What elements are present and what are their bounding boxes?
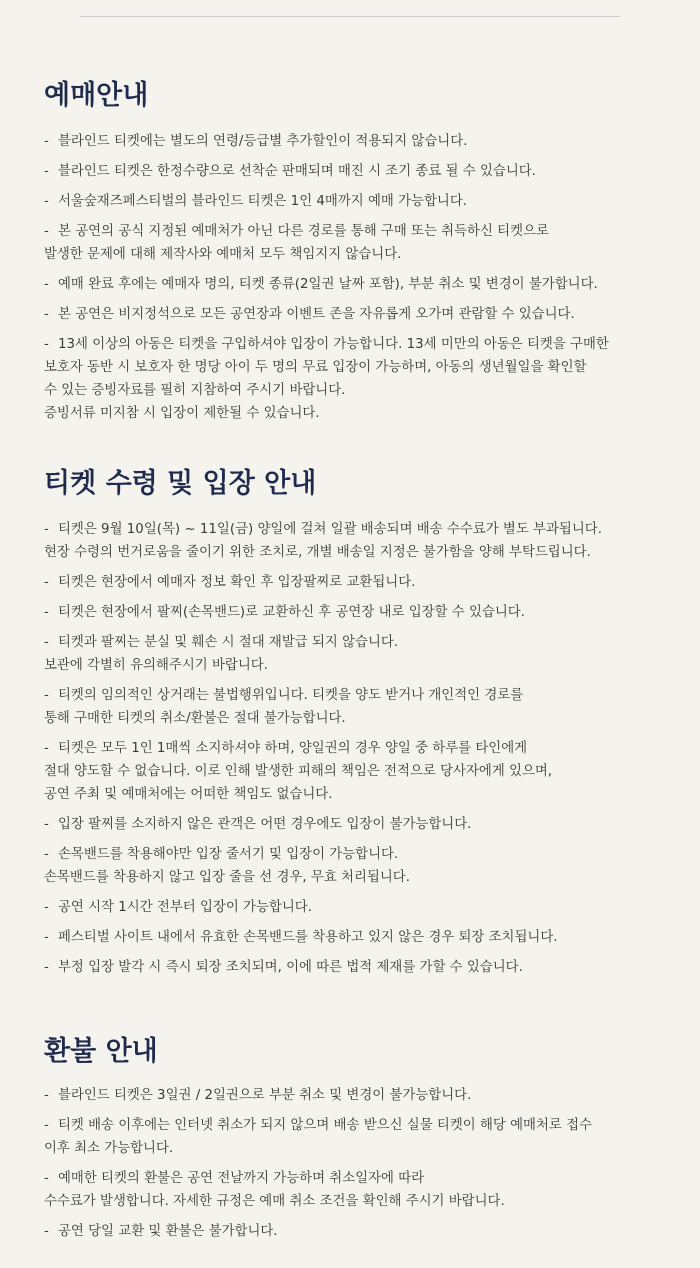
notice-item: [44, 737, 684, 806]
bullet-dash: -: [44, 960, 49, 975]
bullet-dash: -: [44, 337, 49, 352]
notice-text-line: 블라인드 티켓은 한정수량으로 선착순 판매되며 매진 시 조기 종료 될 수 있습니다.: [58, 164, 536, 179]
notice-text-line: 증빙서류 미지참 시 입장이 제한될 수 있습니다.: [44, 406, 320, 421]
bullet-dash: -: [44, 635, 49, 650]
top-divider: [80, 16, 620, 17]
notice-item: [44, 926, 684, 949]
bullet-dash: -: [44, 847, 49, 862]
notice-text-line: 티켓과 팔찌는 분실 및 훼손 시 절대 재발급 되지 않습니다.: [58, 635, 399, 650]
bullet-dash: -: [44, 134, 49, 149]
bullet-dash: -: [44, 575, 49, 590]
notice-text-line: 티켓은 모두 1인 1매씩 소지하셔야 하며, 양일권의 경우 양일 중 하루를 타인에게: [58, 741, 528, 756]
bullet-dash: -: [44, 522, 49, 537]
bullet-dash: -: [44, 817, 49, 832]
notice-item: [44, 1084, 684, 1107]
section-title: 환불 안내: [44, 1036, 158, 1067]
notice-text-line: 현장 수령의 번거로움을 줄이기 위한 조치로, 개별 배송일 지정은 불가함을 양해 부탁드립니다.: [44, 545, 591, 560]
notice-text-line: 입장 팔찌를 소지하지 않은 관객은 어떤 경우에도 입장이 불가능합니다.: [58, 817, 472, 832]
bullet-dash: -: [44, 930, 49, 945]
notice-text-line: 통해 구매한 티켓의 취소/환불은 절대 불가능합니다.: [44, 711, 346, 726]
notice-text-line: 절대 양도할 수 없습니다. 이로 인해 발생한 피해의 책임은 전적으로 당사자에게 있으며,: [44, 764, 553, 779]
notice-item: [44, 130, 684, 153]
section-ticket-pickup-entry: [44, 466, 684, 986]
notice-item: [44, 956, 684, 979]
notice-text-line: 예매 완료 후에는 예매자 명의, 티켓 종류(2일권 날짜 포함), 부분 취소 및 변경이 불가합니다.: [58, 277, 598, 292]
bullet-dash: -: [44, 1171, 49, 1186]
notice-text-line: 공연 당일 교환 및 환불은 불가합니다.: [58, 1224, 278, 1239]
notice-text-line: 보호자 동반 시 보호자 한 명당 아이 두 명의 무료 입장이 가능하며, 아동의 생년월일을 확인할: [44, 360, 587, 375]
notice-text-line: 이후 최소 가능합니다.: [44, 1141, 174, 1156]
bullet-dash: -: [44, 194, 49, 209]
notice-item: [44, 1220, 684, 1243]
notice-item: [44, 303, 684, 326]
notice-list: [44, 1084, 684, 1243]
section-refund-info: [44, 1034, 684, 1250]
bullet-dash: -: [44, 1224, 49, 1239]
notice-item: [44, 518, 684, 564]
notice-text-line: 부정 입장 발각 시 즉시 퇴장 조치되며, 이에 따른 법적 제재를 가할 수 있습니다.: [58, 960, 523, 975]
notice-item: [44, 684, 684, 730]
notice-item: [44, 571, 684, 594]
notice-text-line: 공연 시작 1시간 전부터 입장이 가능합니다.: [58, 900, 312, 915]
notice-text-line: 티켓의 임의적인 상거래는 불법행위입니다. 티켓을 양도 받거나 개인적인 경로를: [58, 688, 524, 703]
notice-text-line: 티켓은 현장에서 팔찌(손목밴드)로 교환하신 후 공연장 내로 입장할 수 있습니다.: [58, 605, 525, 620]
notice-text-line: 페스티벌 사이트 내에서 유효한 손목밴드를 착용하고 있지 않은 경우 퇴장 조치됩니다.: [58, 930, 558, 945]
notice-item: [44, 1167, 684, 1213]
notice-text-line: 공연 주최 및 예매처에는 어떠한 책임도 없습니다.: [44, 787, 333, 802]
notice-text-line: 수수료가 발생합니다. 자세한 규정은 예매 취소 조건을 확인해 주시기 바랍니다.: [44, 1194, 505, 1209]
notice-text-line: 발생한 문제에 대해 제작사와 예매처 모두 책임지지 않습니다.: [44, 247, 402, 262]
notice-text-line: 보관에 각별히 유의해주시기 바랍니다.: [44, 658, 268, 673]
notice-item: [44, 333, 684, 425]
notice-text-line: 손목밴드를 착용해야만 입장 줄서기 및 입장이 가능합니다.: [58, 847, 399, 862]
notice-item: [44, 1114, 684, 1160]
notice-item: [44, 160, 684, 183]
notice-list: [44, 518, 684, 979]
notice-item: [44, 190, 684, 213]
bullet-dash: -: [44, 605, 49, 620]
notice-text-line: 예매한 티켓의 환불은 공연 전날까지 가능하며 취소일자에 따라: [58, 1171, 425, 1186]
notice-text-line: 서울숲재즈페스티벌의 블라인드 티켓은 1인 4매까지 예매 가능합니다.: [58, 194, 468, 209]
notice-text-line: 본 공연의 공식 지정된 예매처가 아닌 다른 경로를 통해 구매 또는 취득하신 티켓으로: [58, 224, 549, 239]
notice-item: [44, 601, 684, 624]
bullet-dash: -: [44, 741, 49, 756]
notice-item: [44, 843, 684, 889]
bullet-dash: -: [44, 307, 49, 322]
notice-item: [44, 631, 684, 677]
notice-text-line: 티켓은 9월 10일(목) ~ 11일(금) 양일에 걸쳐 일괄 배송되며 배송 수수료가 별도 부과됩니다.: [58, 522, 602, 537]
bullet-dash: -: [44, 277, 49, 292]
notice-text-line: 손목밴드를 착용하지 않고 입장 줄을 선 경우, 무효 처리됩니다.: [44, 870, 410, 885]
bullet-dash: -: [44, 688, 49, 703]
bullet-dash: -: [44, 224, 49, 239]
notice-text-line: 수 있는 증빙자료를 필히 지참하여 주시기 바랍니다.: [44, 383, 346, 398]
bullet-dash: -: [44, 1118, 49, 1133]
notice-text-line: 블라인드 티켓에는 별도의 연령/등급별 추가할인이 적용되지 않습니다.: [58, 134, 468, 149]
notice-text-line: 티켓은 현장에서 예매자 정보 확인 후 입장팔찌로 교환됩니다.: [58, 575, 416, 590]
notice-item: [44, 813, 684, 836]
notice-text-line: 본 공연은 비지정석으로 모든 공연장과 이벤트 존을 자유롭게 오가며 관람할 수 있습니다.: [58, 307, 575, 322]
notice-item: [44, 896, 684, 919]
notice-text-line: 티켓 배송 이후에는 인터넷 취소가 되지 않으며 배송 받으신 실물 티켓이 해당 예매처로 접수: [58, 1118, 592, 1133]
notice-item: [44, 220, 684, 266]
section-title: 예매안내: [44, 80, 149, 111]
notice-list: [44, 130, 684, 425]
section-booking-info: [44, 78, 684, 432]
notice-text-line: 13세 이상의 아동은 티켓을 구입하셔야 입장이 가능합니다. 13세 미만의 아동은 티켓을 구매한: [58, 337, 609, 352]
section-title: 티켓 수령 및 입장 안내: [44, 468, 317, 499]
notice-item: [44, 273, 684, 296]
notice-text-line: 블라인드 티켓은 3일권 / 2일권으로 부분 취소 및 변경이 불가능합니다.: [58, 1088, 472, 1103]
bullet-dash: -: [44, 900, 49, 915]
bullet-dash: -: [44, 1088, 49, 1103]
bullet-dash: -: [44, 164, 49, 179]
